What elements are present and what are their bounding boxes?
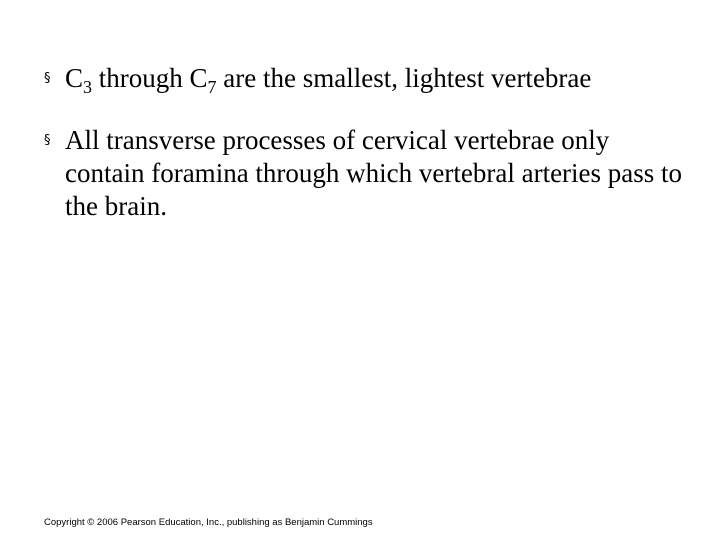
subscript-3: 3 [83,77,93,97]
bullet-item-transverse-processes [44,124,684,223]
bullet-text: $C_3$ through $C_7$ are the smallest, lightest vertebrae [65,63,592,97]
subscript-7: 7 [207,77,217,97]
bullet-item-smallest-vertebrae [44,62,684,95]
bullet-text: All transverse processes of cervical vertebrae only contain foramina through which vertebral arteries pass to the brain. [65,125,683,221]
copyright-footer: Copyright © 2006 Pearson Education, Inc., publishing as Benjamin Cummings [44,517,373,528]
bullet-marker-icon: § [44,71,51,86]
bullet-list [44,62,684,252]
bullet-marker-icon: § [44,133,51,148]
